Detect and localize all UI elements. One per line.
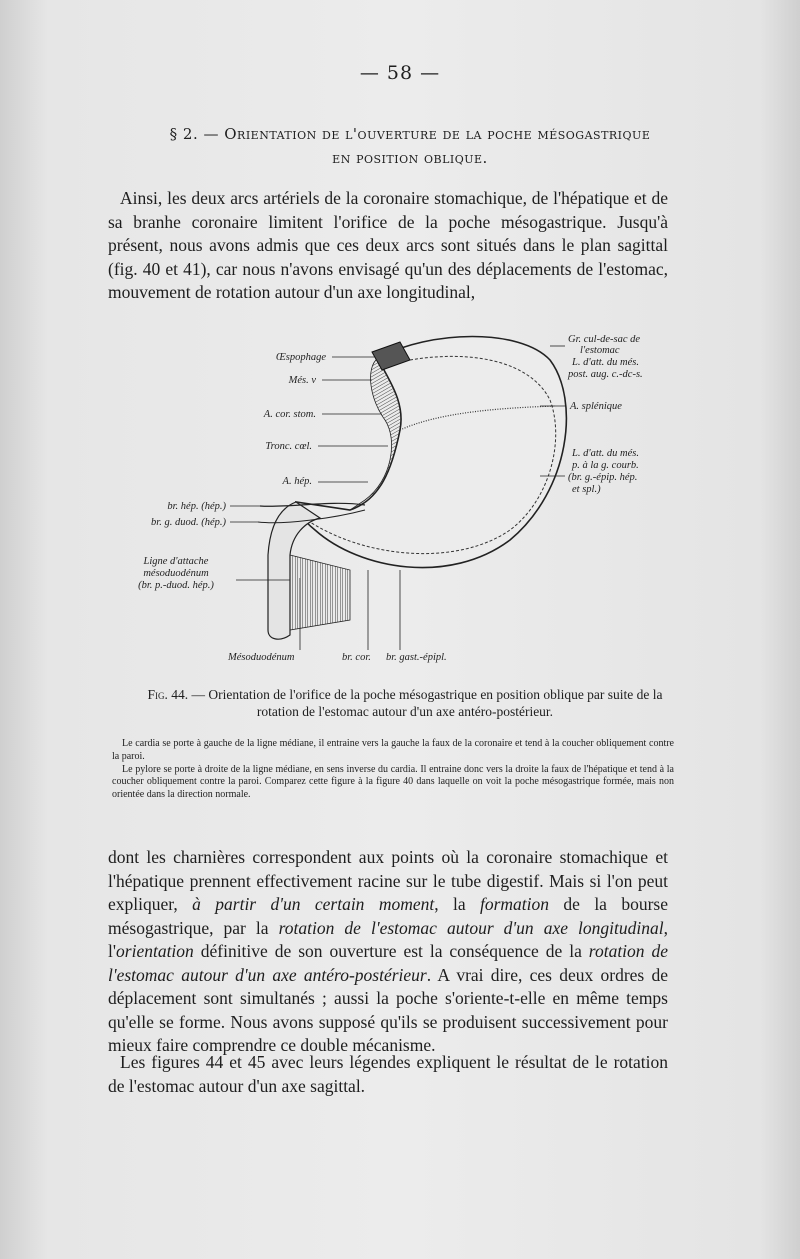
para2-text-4: , l'	[108, 917, 668, 961]
label-br-gast-epipl: br. gast.-épipl.	[386, 652, 447, 663]
label-br-hep: br. hép. (hép.)	[167, 501, 226, 512]
label-ligne-attache-2: mésoduodénum	[143, 568, 209, 579]
para2-italic-1: à partir d'un certain moment	[192, 894, 435, 914]
para2-text-1: dont les charnières correspondent aux points où la coronaire stomachique et l'hépatique prennent effectivement racine sur le tube digestif. Mais si l'on peut expliquer,	[108, 847, 668, 914]
label-l-att-courb-4: et spl.)	[572, 484, 601, 495]
para2-text-3: de la bourse mésogastrique, par la	[108, 894, 668, 938]
legend-paragraph-1: Le cardia se porte à gauche de la ligne médiane, il entraine vers la gauche la faux de la coronaire et tend à la coucher obliquement contre la paroi.	[112, 738, 674, 762]
figure-caption	[135, 686, 675, 720]
paragraph-final: Les figures 44 et 45 avec leurs légendes expliquent le résultat de le rotation de l'estomac autour d'un axe sagittal.	[108, 1052, 668, 1096]
label-ligne-attache-1: Ligne d'attache	[143, 556, 209, 567]
figure-44	[110, 330, 690, 670]
para2-text-2: , la	[434, 894, 480, 914]
legend-paragraph-2: Le pylore se porte à droite de la ligne médiane, en sens inverse du cardia. Il entraine donc vers la droite la faux de l'hépatique et tend à la coucher obliquement contre la paroi. Comparez cette figure à la figure 40 dans laquelle on voit la poche mésogastrique formée, mais non orientée dans la direction normale.	[112, 763, 674, 801]
stomach-outline	[296, 337, 566, 568]
label-l-att-courb-2: p. à la g. courb.	[572, 460, 639, 471]
mesoduodenum-region	[290, 555, 350, 630]
label-gr-cul-1: Gr. cul-de-sac de	[568, 334, 641, 345]
section-title	[100, 122, 720, 170]
label-l-att-courb-3: (br. g.-épip. hép.	[568, 472, 638, 483]
paragraph-main	[108, 846, 668, 1058]
label-mes-v: Més. v	[288, 375, 316, 386]
label-a-cor-stom: A. cor. stom.	[263, 409, 316, 420]
stomach-illustration	[110, 330, 690, 670]
caption-fig-number: Fig. 44.	[147, 687, 189, 702]
para2-text-6: . A vrai dire, ces deux ordres de déplacement sont simultanés ; aussi la poche s'oriente-t-elle en même temps qu'elle se forme. Nous avons supposé qu'ils se produisent successivement pour mieux faire comprendre ce double mécanisme.	[108, 964, 668, 1055]
label-l-att-2: post. aug. c.-dc-s.	[568, 369, 643, 380]
section-title-line-2: en position oblique.	[332, 149, 488, 167]
label-gr-cul-2: l'estomac	[580, 345, 620, 356]
label-a-splenique: A. splénique	[570, 401, 622, 412]
label-l-att-courb-1: L. d'att. du més.	[572, 448, 639, 459]
label-mesoduodenum: Mésoduodénum	[228, 652, 295, 663]
para2-text-5: définitive de son ouverture est la conséquence de la	[193, 941, 589, 961]
para2-italic-3: rotation de l'estomac autour d'un axe longitudinal	[278, 917, 664, 938]
label-tronc-coel: Tronc. cœl.	[265, 441, 312, 452]
label-br-cor: br. cor.	[342, 652, 371, 663]
paragraph-intro: Ainsi, les deux arcs artériels de la coronaire stomachique, de l'hépatique et de sa branhe coronaire limitent l'orifice de la poche mésogastrique. Jusqu'à présent, nous avons admis que ces deux arcs sont situés dans le plan sagittal (fig. 40 et 41), car nous n'avons envisagé qu'un des déplacements de l'estomac, mouvement de rotation autour d'un axe longitudinal,	[108, 188, 668, 302]
label-br-g-duod: br. g. duod. (hép.)	[151, 517, 226, 528]
para2-italic-5: rotation de l'estomac autour d'un axe antéro-postérieur	[108, 941, 669, 985]
section-title-line-1: § 2. — Orientation de l'ouverture de la poche mésogastrique	[169, 125, 651, 143]
para2-italic-2: formation	[480, 894, 550, 914]
label-l-att-1: L. d'att. du més.	[572, 357, 639, 368]
figure-legend	[112, 738, 674, 802]
label-ligne-attache-3: (br. p.-duod. hép.)	[138, 580, 214, 591]
para2-italic-4: orientation	[116, 941, 194, 961]
caption-text: — Orientation de l'orifice de la poche mésogastrique en position oblique par suite de la rotation de l'estomac autour d'un axe antéro-postérieur.	[191, 687, 663, 719]
label-oesophage: Œspophage	[275, 352, 326, 363]
label-a-hep: A. hép.	[282, 476, 312, 487]
page-number: — 58 —	[359, 62, 441, 84]
